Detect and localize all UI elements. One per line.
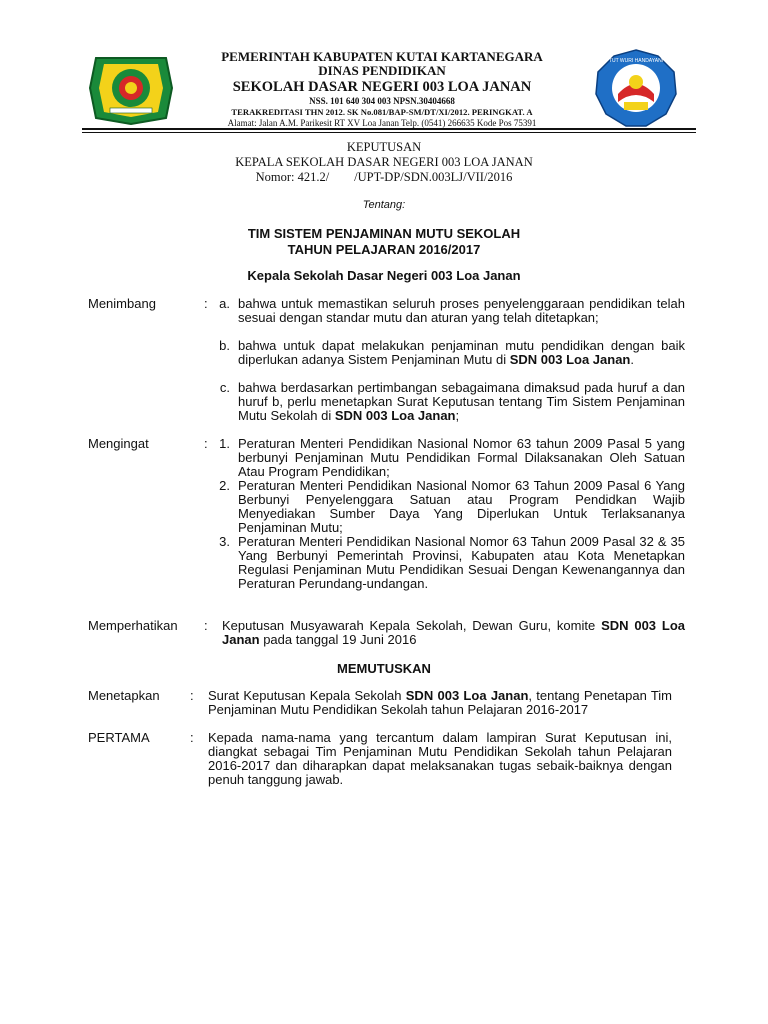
menetapkan-text-end: , tentang Penetapan Tim Penjaminan Mutu Pendidikan Sekolah tahun Pelajaran 2016-2017 bbox=[208, 688, 673, 717]
mengingat-item-2: Peraturan Menteri Pendidikan Nasional Nomor 63 Tahun 2009 Pasal 6 Yang Berbunyi Penyelenggara Satuan atau Program Pendidkan Wajib Menyediakan Sumber Daya Yang Diperlukan Untuk Terlaksananya Penjaminan Mutu; bbox=[238, 478, 685, 535]
menimbang-item-c-text: bahwa berdasarkan pertimbangan sebagaimana dimaksud pada huruf a dan huruf b, perlu menetapkan Surat Keputusan tentang Tim Sistem Penjaminan Mutu Sekolah di bbox=[238, 380, 685, 423]
letterhead-school-name: SEKOLAH DASAR NEGERI 003 LOA JANAN bbox=[232, 79, 532, 95]
menetapkan-colon: : bbox=[190, 688, 194, 703]
decree-title: KEPUTUSAN bbox=[346, 140, 422, 154]
decree-subject bbox=[0, 226, 768, 258]
decree-number: Nomor: 421.2/ /UPT-DP/SDN.003LJ/VII/2016 bbox=[255, 170, 513, 184]
decree-subject-line2: TAHUN PELAJARAN 2016/2017 bbox=[287, 242, 481, 257]
mengingat-marker-2: 2. bbox=[219, 478, 230, 493]
logo-motto-text: TUT WURI HANDAYANI bbox=[608, 58, 664, 64]
memperhatikan-colon: : bbox=[204, 618, 208, 633]
memutuskan-heading: MEMUTUSKAN bbox=[337, 661, 431, 676]
menimbang-label: Menimbang bbox=[88, 296, 156, 311]
menetapkan-text-start: Surat Keputusan Kepala Sekolah bbox=[208, 688, 406, 703]
pertama-text: Kepada nama-nama yang tercantum dalam lampiran Surat Keputusan ini, diangkat sebagai Tim Penjaminan Mutu Pendidikan Sekolah tahun Pelajaran 2016-2017 dan diharapkan dapat melaksanakan tugas sebaik-baiknya dengan penuh tanggung jawab. bbox=[208, 730, 672, 787]
menimbang-colon: : bbox=[204, 296, 208, 311]
menetapkan-school: SDN 003 Loa Janan bbox=[405, 688, 529, 703]
memperhatikan-text-start: Keputusan Musyawarah Kepala Sekolah, Dewan Guru, komite bbox=[222, 618, 602, 633]
regency-logo-icon bbox=[86, 50, 176, 126]
menimbang-item-c-school: SDN 003 Loa Janan bbox=[334, 408, 456, 423]
menimbang-marker-a: a. bbox=[219, 296, 230, 311]
tentang-label: Tentang: bbox=[362, 199, 406, 211]
menimbang-item-c-end: ; bbox=[455, 408, 460, 423]
letterhead-department: DINAS PENDIDIKAN bbox=[318, 63, 446, 78]
mengingat-label: Mengingat bbox=[88, 436, 149, 451]
pertama-colon: : bbox=[190, 730, 194, 745]
memperhatikan-text bbox=[222, 619, 685, 647]
letterhead-nss-npsn: NSS. 101 640 304 003 NPSN.30404668 bbox=[309, 96, 455, 106]
menimbang-item-b bbox=[238, 339, 685, 367]
memperhatikan-text-end: pada tanggal 19 Juni 2016 bbox=[259, 632, 417, 647]
menetapkan-text bbox=[208, 689, 672, 717]
letterhead-divider-thick bbox=[82, 128, 696, 130]
pertama-label: PERTAMA bbox=[88, 730, 150, 745]
memperhatikan-label: Memperhatikan bbox=[88, 618, 178, 633]
mengingat-marker-1: 1. bbox=[219, 436, 230, 451]
decree-issuer: KEPALA SEKOLAH DASAR NEGERI 003 LOA JANAN bbox=[235, 155, 533, 169]
letterhead bbox=[176, 50, 588, 129]
letterhead-accreditation: TERAKREDITASI THN 2012. SK No.081/BAP-SM/DT/XI/2012. PERINGKAT. A bbox=[231, 107, 533, 117]
decree-subject-line1: TIM SISTEM PENJAMINAN MUTU SEKOLAH bbox=[247, 226, 521, 241]
letterhead-government: PEMERINTAH KABUPATEN KUTAI KARTANEGARA bbox=[221, 49, 543, 64]
menimbang-item-a: bahwa untuk memastikan seluruh proses penyelenggaraan pendidikan telah sesuai dengan standar mutu dan aturan yang telah ditetapkan; bbox=[238, 296, 685, 325]
letterhead-address: Alamat: Jalan A.M. Parikesit RT XV Loa Janan Telp. (0541) 266635 Kode Pos 75391 bbox=[227, 118, 537, 128]
menimbang-item-b-text: bahwa untuk dapat melakukan penjaminan mutu pendidikan dengan baik diperlukan adanya Sistem Penjaminan Mutu di bbox=[238, 338, 685, 367]
menimbang-item-c bbox=[238, 381, 685, 423]
menimbang-item-b-school: SDN 003 Loa Janan bbox=[509, 352, 631, 367]
menimbang-marker-b: b. bbox=[219, 338, 230, 353]
tut-wuri-handayani-logo-icon bbox=[594, 48, 678, 128]
menetapkan-label: Menetapkan bbox=[88, 688, 160, 703]
menimbang-marker-c: c. bbox=[219, 380, 230, 395]
mengingat-marker-3: 3. bbox=[219, 534, 230, 549]
decree-heading bbox=[80, 140, 688, 185]
letterhead-divider-thin bbox=[82, 132, 696, 133]
issuer-heading: Kepala Sekolah Dasar Negeri 003 Loa Janan bbox=[247, 268, 521, 283]
mengingat-colon: : bbox=[204, 436, 208, 451]
menimbang-item-b-end: . bbox=[630, 352, 634, 367]
memperhatikan-school: SDN 003 Loa Janan bbox=[222, 618, 685, 647]
mengingat-item-1: Peraturan Menteri Pendidikan Nasional Nomor 63 tahun 2009 Pasal 5 yang berbunyi Penjaminan Mutu Pendidikan Formal Dilaksanakan Oleh Satuan Atau Program Pendidikan; bbox=[238, 436, 685, 479]
mengingat-item-3: Peraturan Menteri Pendidikan Nasional Nomor 63 Tahun 2009 Pasal 32 & 35 Yang Berbunyi Pemerintah Provinsi, Kabupaten atau Kota Menetapkan Regulasi Penjaminan Mutu Pendidikan Sesuai Dengan Kewenangannya dan Peraturan Perundang-undangan. bbox=[238, 534, 685, 591]
